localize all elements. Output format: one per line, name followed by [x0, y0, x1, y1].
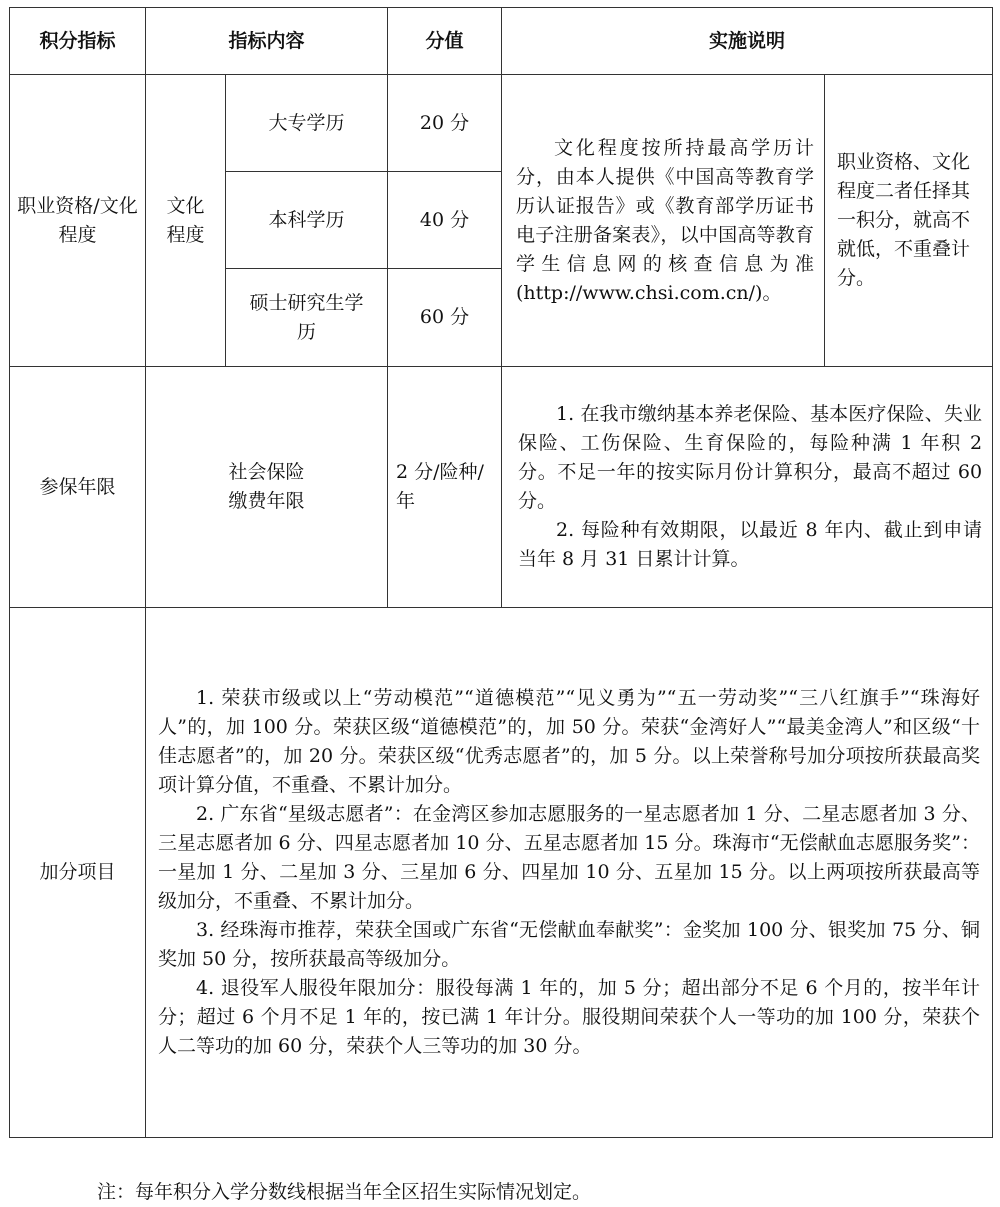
insurance-item: 1. 在我市缴纳基本养老保险、基本医疗保险、失业保险、工伤保险、生育保险的，每险种满 1 年积 2 分。不足一年的按实际月份计算积分，最高不超过 60 分。 — [518, 403, 983, 512]
education-item-score: 40 分 — [388, 172, 502, 269]
bonus-item: 4. 退役军人服役年限加分：服役每满 1 年的，加 5 分；超出部分不足 6 个月的，按半年计分；超过 6 个月不足 1 年的，按已满 1 年计分。服役期间荣获个人一等功的加 100 分，荣获个人二等功的加 60 分，荣获个人三等功的加 30 分。 — [158, 977, 981, 1057]
bonus-indicator: 加分项目 — [10, 608, 146, 1138]
insurance-item: 2. 每险种有效期限，以最近 8 年内、截止到申请当年 8 月 31 日累计计算。 — [518, 519, 983, 570]
bonus-item: 3. 经珠海市推荐，荣获全国或广东省“无偿献血奉献奖”：金奖加 100 分、银奖加 75 分、铜奖加 50 分，按所获最高等级加分。 — [158, 919, 981, 970]
insurance-content-line-2: 缴费年限 — [228, 490, 305, 512]
insurance-indicator: 参保年限 — [10, 367, 146, 608]
insurance-explanation — [502, 367, 993, 608]
education-item-name: 硕士研究生学历 — [226, 269, 388, 367]
bonus-row — [10, 608, 993, 1138]
insurance-content-line-1: 社会保险 — [228, 461, 305, 483]
bonus-item: 2. 广东省“星级志愿者”：在金湾区参加志愿服务的一星志愿者加 1 分、二星志愿者加 3 分、三星志愿者加 6 分、四星志愿者加 10 分、五星志愿者加 15 分。珠海市“无偿献血志愿服务奖”：一星加 1 分、二星加 3 分、三星加 6 分、四星加 10 分、五星加 15 分。以上两项按所获最高等级加分，不重叠、不累计加分。 — [158, 803, 981, 912]
education-note: 职业资格、文化程度二者任择其一积分，就高不就低，不重叠计分。 — [825, 75, 993, 367]
header-explanation: 实施说明 — [502, 8, 993, 75]
insurance-content — [146, 367, 388, 608]
header-content: 指标内容 — [146, 8, 388, 75]
points-table — [9, 7, 993, 1138]
education-item-name: 大专学历 — [226, 75, 388, 172]
education-category: 文化程度 — [146, 75, 226, 367]
education-explanation — [502, 75, 825, 367]
insurance-row — [10, 367, 993, 608]
header-indicator: 积分指标 — [10, 8, 146, 75]
footnote: 注：每年积分入学分数线根据当年全区招生实际情况划定。 — [97, 1181, 592, 1203]
header-score: 分值 — [388, 8, 502, 75]
education-indicator: 职业资格/文化程度 — [10, 75, 146, 367]
bonus-item: 1. 荣获市级或以上“劳动模范”“道德模范”“见义勇为”“五一劳动奖”“三八红旗手”“珠海好人”的，加 100 分。荣获区级“道德模范”的，加 50 分。荣获“金湾好人”“最美金湾人”和区级“十佳志愿者”的，加 20 分。荣获区级“优秀志愿者”的，加 5 分。以上荣誉称号加分项按所获最高奖项计算分值，不重叠、不累计加分。 — [158, 687, 981, 796]
education-explanation-text: 文化程度按所持最高学历计分，由本人提供《中国高等教育学历认证报告》或《教育部学历证书电子注册备案表》，以中国高等教育学生信息网的核查信息为准(http://www.chsi.com.cn/)。 — [516, 136, 815, 304]
education-row-1 — [10, 75, 993, 172]
insurance-score: 2 分/险种/年 — [388, 367, 502, 608]
bonus-content — [146, 608, 993, 1138]
header-row — [10, 8, 993, 75]
education-item-score: 20 分 — [388, 75, 502, 172]
education-item-name: 本科学历 — [226, 172, 388, 269]
education-item-score: 60 分 — [388, 269, 502, 367]
